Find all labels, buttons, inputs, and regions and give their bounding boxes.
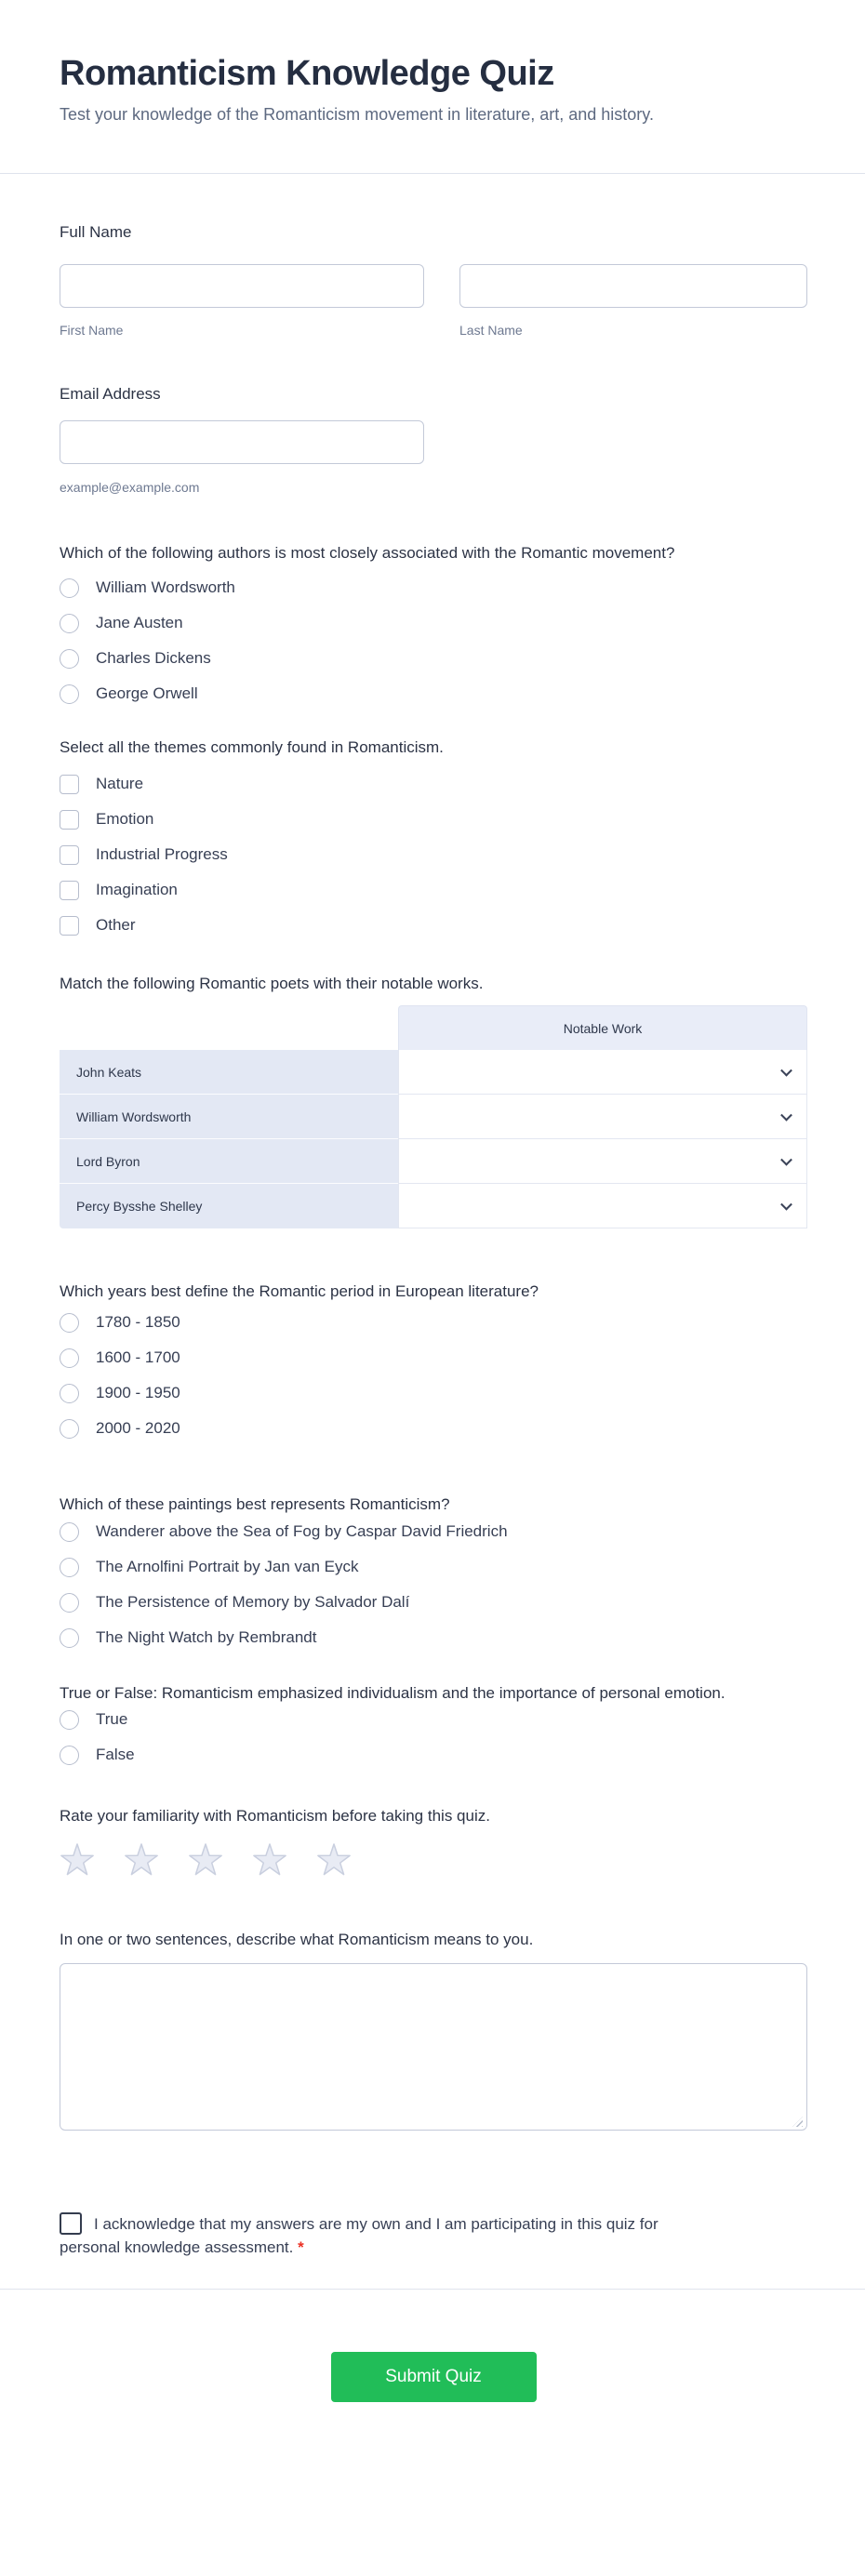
page-subtitle: Test your knowledge of the Romanticism movement in literature, art, and history. (60, 105, 654, 124)
radio-button-icon[interactable] (60, 1746, 79, 1765)
question-paintings (60, 1494, 807, 1648)
match-row-label: Percy Bysshe Shelley (60, 1184, 398, 1228)
match-dropdown[interactable] (398, 1050, 807, 1095)
table-row (60, 1139, 807, 1184)
radio-option[interactable] (60, 1312, 807, 1333)
star-icon[interactable] (316, 1843, 352, 1879)
chevron-down-icon (780, 1153, 792, 1165)
acknowledgment-text: I acknowledge that my answers are my own and I am participating in this quiz for personal knowledge assessment. (60, 2215, 659, 2256)
checkbox-option[interactable] (60, 844, 807, 865)
radio-option[interactable] (60, 1557, 807, 1577)
email-label: Email Address (60, 385, 161, 403)
full-name-label: Full Name (60, 223, 132, 241)
checkbox-option[interactable] (60, 915, 807, 936)
checkbox-icon[interactable] (60, 881, 79, 900)
checkbox-option[interactable] (60, 774, 807, 794)
star-icon[interactable] (188, 1843, 223, 1879)
radio-option-label: 1780 - 1850 (96, 1313, 180, 1331)
star-icon[interactable] (252, 1843, 287, 1879)
authors-question-label: Which of the following authors is most closely associated with the Romantic movement? (60, 544, 675, 562)
star-icon[interactable] (124, 1843, 159, 1879)
question-email (60, 384, 807, 495)
paintings-question-label: Which of these paintings best represents Romanticism? (60, 1495, 450, 1513)
checkbox-option-label: Imagination (96, 881, 178, 898)
radio-option[interactable] (60, 1592, 807, 1613)
question-authors (60, 540, 807, 704)
question-describe (60, 1930, 807, 2135)
radio-option[interactable] (60, 684, 807, 704)
radio-option-label: 1600 - 1700 (96, 1348, 180, 1366)
radio-button-icon[interactable] (60, 1522, 79, 1542)
question-acknowledgment (60, 2212, 807, 2259)
rating-question-label: Rate your familiarity with Romanticism before taking this quiz. (60, 1807, 490, 1825)
checkbox-icon[interactable] (60, 810, 79, 830)
radio-option-label: William Wordsworth (96, 578, 235, 596)
match-dropdown[interactable] (398, 1139, 807, 1184)
radio-button-icon[interactable] (60, 1710, 79, 1730)
radio-option[interactable] (60, 1709, 807, 1730)
email-sublabel: example@example.com (60, 480, 200, 495)
match-row-label: William Wordsworth (60, 1095, 398, 1139)
radio-button-icon[interactable] (60, 684, 79, 704)
question-true-false (60, 1680, 807, 1765)
radio-option-label: Wanderer above the Sea of Fog by Caspar David Friedrich (96, 1522, 508, 1540)
true-false-question-label: True or False: Romanticism emphasized individualism and the importance of personal emotion. (60, 1684, 725, 1702)
first-name-sublabel: First Name (60, 323, 124, 338)
submit-button[interactable]: Submit Quiz (331, 2352, 537, 2402)
question-themes (60, 737, 807, 936)
radio-button-icon[interactable] (60, 614, 79, 633)
radio-option[interactable] (60, 1348, 807, 1368)
checkbox-option-label: Nature (96, 775, 144, 792)
radio-option-label: False (96, 1746, 135, 1763)
form-content (0, 222, 865, 2402)
match-row-label: John Keats (60, 1050, 398, 1095)
radio-option[interactable] (60, 1383, 807, 1403)
radio-button-icon[interactable] (60, 1313, 79, 1333)
match-table (60, 1005, 807, 1228)
checkbox-option-label: Industrial Progress (96, 845, 228, 863)
radio-button-icon[interactable] (60, 1558, 79, 1577)
chevron-down-icon (780, 1198, 792, 1210)
describe-question-label: In one or two sentences, describe what Romanticism means to you. (60, 1931, 534, 1948)
star-icon[interactable] (60, 1843, 95, 1879)
chevron-down-icon (780, 1064, 792, 1076)
radio-option[interactable] (60, 578, 807, 598)
acknowledgment-checkbox[interactable] (60, 2212, 82, 2235)
radio-button-icon[interactable] (60, 1419, 79, 1439)
checkbox-option-label: Emotion (96, 810, 154, 828)
radio-option-label: George Orwell (96, 684, 198, 702)
radio-option-label: The Night Watch by Rembrandt (96, 1628, 317, 1646)
describe-textarea[interactable] (60, 1963, 807, 2131)
checkbox-icon[interactable] (60, 775, 79, 794)
match-table-corner (60, 1005, 398, 1050)
radio-option-label: Charles Dickens (96, 649, 211, 667)
first-name-input[interactable] (60, 264, 424, 308)
radio-button-icon[interactable] (60, 1384, 79, 1403)
last-name-input[interactable] (459, 264, 807, 308)
chevron-down-icon (780, 1109, 792, 1121)
themes-question-label: Select all the themes commonly found in Romanticism. (60, 738, 444, 756)
radio-option[interactable] (60, 1521, 807, 1542)
acknowledgment-row (60, 2212, 673, 2259)
radio-option-label: The Arnolfini Portrait by Jan van Eyck (96, 1558, 359, 1575)
match-dropdown[interactable] (398, 1184, 807, 1228)
radio-option[interactable] (60, 1627, 807, 1648)
table-row (60, 1050, 807, 1095)
radio-option-label: Jane Austen (96, 614, 183, 631)
radio-option[interactable] (60, 1418, 807, 1439)
radio-button-icon[interactable] (60, 1348, 79, 1368)
table-row (60, 1095, 807, 1139)
radio-button-icon[interactable] (60, 649, 79, 669)
question-full-name (60, 222, 807, 338)
match-dropdown[interactable] (398, 1095, 807, 1139)
required-asterisk: * (298, 2238, 304, 2256)
match-question-label: Match the following Romantic poets with their notable works. (60, 975, 484, 992)
checkbox-icon[interactable] (60, 845, 79, 865)
years-question-label: Which years best define the Romantic period in European literature? (60, 1282, 539, 1300)
email-input[interactable] (60, 420, 424, 464)
form-header (0, 0, 865, 174)
radio-option-label: True (96, 1710, 128, 1728)
radio-button-icon[interactable] (60, 578, 79, 598)
question-years (60, 1281, 807, 1439)
radio-button-icon[interactable] (60, 1593, 79, 1613)
footer-divider (0, 2289, 865, 2290)
radio-button-icon[interactable] (60, 1628, 79, 1648)
checkbox-option[interactable] (60, 880, 807, 900)
checkbox-option-label: Other (96, 916, 136, 934)
match-row-label: Lord Byron (60, 1139, 398, 1184)
radio-option[interactable] (60, 648, 807, 669)
checkbox-option[interactable] (60, 809, 807, 830)
radio-option[interactable] (60, 1745, 807, 1765)
radio-option-label: 2000 - 2020 (96, 1419, 180, 1437)
page-title: Romanticism Knowledge Quiz (60, 54, 554, 93)
radio-option-label: 1900 - 1950 (96, 1384, 180, 1401)
question-match-poets (60, 974, 807, 1228)
radio-option-label: The Persistence of Memory by Salvador Dalí (96, 1593, 410, 1611)
table-row (60, 1184, 807, 1228)
star-rating (60, 1843, 807, 1879)
radio-option[interactable] (60, 613, 807, 633)
checkbox-icon[interactable] (60, 916, 79, 936)
match-column-header: Notable Work (398, 1005, 807, 1050)
question-rating (60, 1806, 807, 1879)
last-name-sublabel: Last Name (459, 323, 523, 338)
